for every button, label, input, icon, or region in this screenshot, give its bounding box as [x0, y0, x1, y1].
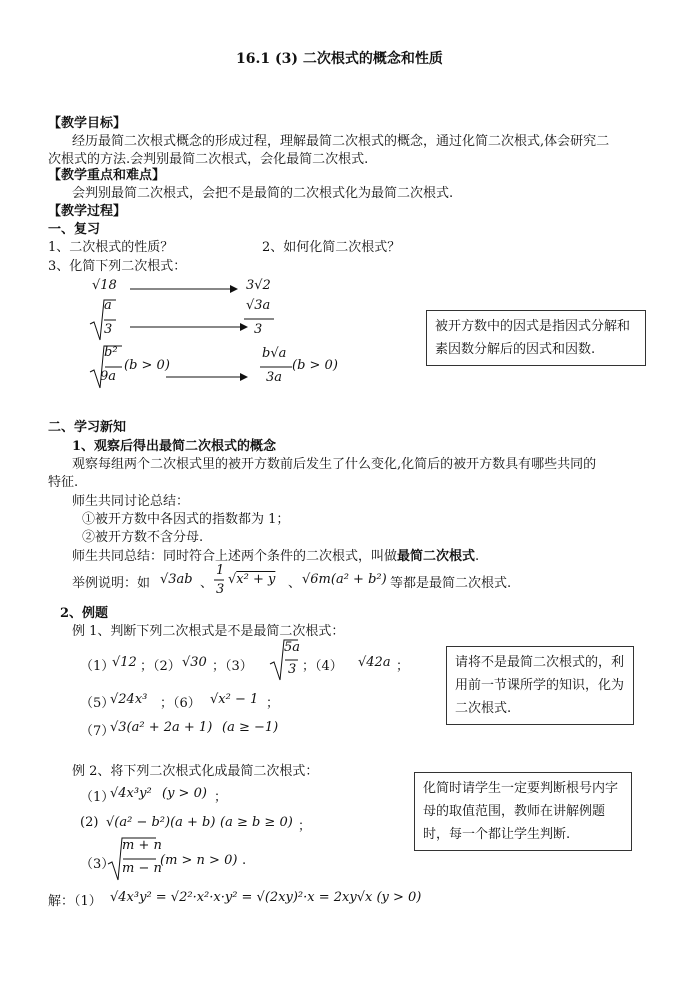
review-q2: 2、如何化简二次根式？: [262, 240, 401, 255]
ex2-right-num: √3a: [246, 298, 271, 313]
example-b-coef-den: 3: [216, 582, 225, 597]
ex2-item-1-cond: (y > 0): [162, 786, 207, 801]
ex1-item-4-label: ；（4）: [302, 659, 343, 674]
ex2-item-1-end: ；: [214, 790, 228, 805]
arrow-1: [130, 284, 240, 294]
ex1-item-3-num: 5a: [284, 640, 301, 655]
review-q3: 3、化简下列二次根式：: [48, 259, 187, 274]
ex2-item-2-cond: (a ≥ b ≥ 0): [220, 815, 293, 830]
example-b-coef-num: 1: [216, 563, 225, 578]
summary-end: .: [475, 549, 480, 564]
example-sep-2: 、: [288, 576, 302, 591]
ex3-left-cond: (b > 0): [124, 358, 170, 373]
ex2-item-3-den: m − n: [122, 861, 162, 876]
keypoints-line1: 会判别最简二次根式，会把不是最简的二次根式化为最简二次根式.: [72, 186, 454, 201]
ex2-item-3-cond: (m > n > 0): [160, 853, 238, 868]
ex2-item-2-end: ；: [298, 819, 312, 834]
ex1-item-7-cond: (a ≥ −1): [222, 720, 279, 735]
example-b-radical: √x² + y: [228, 572, 276, 587]
ex2-item-3-end: .: [242, 853, 247, 868]
point-2: ②被开方数不含分母.: [82, 530, 204, 545]
example-b-rad: x² + y: [236, 572, 276, 587]
ex3-right-den: 3a: [266, 370, 283, 385]
ex2-note-box: 化简时请学生一定要判断根号内字母的取值范围，教师在讲解例题时，每一个都让学生判断.: [414, 772, 632, 851]
ex3-right-fraction-bar: [260, 366, 294, 368]
goals-line2: 次根式的方法.会判别最简二次根式，会化最简二次根式.: [48, 152, 369, 167]
observe-line2: 特征.: [48, 475, 79, 490]
ex3-right-cond: (b > 0): [292, 358, 338, 373]
ex2-item-2-label: (2): [80, 815, 99, 830]
ex2-item-1: √4x³y²: [110, 786, 152, 801]
ex1-item-1: √12: [112, 655, 137, 670]
example-c: √6m(a² + b²): [302, 572, 387, 587]
ex1-right: 3√2: [246, 278, 271, 293]
ex1-item-6-end: ；: [266, 696, 280, 711]
ex3-right-num: b√a: [262, 346, 287, 361]
example-sep-1: 、: [200, 576, 214, 591]
example-pre: 举例说明：如: [72, 576, 151, 591]
ex2-item-3-label: （3）: [80, 857, 115, 872]
review-note-box: 被开方数中的因式是指因式分解和素因数分解后的因式和因数.: [426, 310, 646, 366]
ex1-item-4: √42a: [358, 655, 391, 670]
ex1-item-4-end: ；: [396, 659, 410, 674]
ex1-item-7: √3(a² + 2a + 1): [110, 720, 213, 735]
ex2-right-den: 3: [254, 322, 263, 337]
example-b-coef-bar: [214, 579, 226, 581]
ex1-item-7-label: （7）: [80, 724, 115, 739]
ex1-item-6: √x² − 1: [210, 692, 259, 707]
ex1-item-3-den: 3: [288, 662, 297, 677]
goals-line1: 经历最简二次根式概念的形成过程，理解最简二次根式的概念，通过化简二次根式,体会研究二: [72, 134, 610, 149]
arrow-2: [130, 322, 250, 332]
ex1-item-3-label: ；（3）: [212, 659, 253, 674]
ex2-right-fraction-bar: [244, 318, 276, 320]
arrow-3: [166, 372, 250, 382]
ex1-item-6-label: ；（6）: [160, 696, 201, 711]
ex3-left-num: b²: [104, 345, 118, 360]
ex2-title: 例 2、将下列二次根式化成最简二次根式：: [72, 764, 319, 779]
point-1: ①被开方数中各因式的指数都为 1；: [82, 512, 290, 527]
review-heading: 一、复习: [48, 222, 101, 237]
example-post: 等都是最简二次根式.: [390, 576, 512, 591]
process-heading: 【教学过程】: [48, 204, 127, 219]
page-title: 16.1 (3) 二次根式的概念和性质: [236, 51, 443, 67]
ex1-left: √18: [92, 278, 117, 293]
new-sub1: 1、观察后得出最简二次根式的概念: [72, 439, 277, 454]
new-heading: 二、学习新知: [48, 420, 127, 435]
summary-term: 最简二次根式: [397, 549, 476, 564]
ex1-item-5-label: （5）: [80, 696, 115, 711]
ex3-left-den: 9a: [100, 369, 117, 384]
ex1-title: 例 1、判断下列二次根式是不是最简二次根式：: [72, 624, 345, 639]
goals-heading: 【教学目标】: [48, 116, 127, 131]
ex2-left-den: 3: [104, 322, 113, 337]
ex1-item-1-label: （1）: [80, 659, 115, 674]
ex1-note-box: 请将不是最简二次根式的，利用前一节课所学的知识，化为二次根式.: [446, 646, 634, 725]
summary-line: [72, 545, 479, 564]
example-a: √3ab: [160, 572, 193, 587]
examples-heading: 2、例题: [60, 606, 109, 621]
solution-1: √4x³y² = √2²·x²·x·y² = √(2xy)²·x = 2xy√x (y > 0): [110, 890, 422, 905]
discuss-line: 师生共同讨论总结：: [72, 494, 190, 509]
ex2-left-num: a: [104, 298, 112, 313]
ex2-left-radical: [88, 298, 118, 342]
ex1-item-2: √30: [182, 655, 207, 670]
keypoints-heading: 【教学重点和难点】: [48, 168, 166, 183]
ex2-item-1-label: （1）: [80, 790, 115, 805]
ex1-item-5: √24x³: [110, 692, 148, 707]
solution-label: 解：（1）: [48, 894, 102, 909]
observe-line1: 观察每组两个二次根式里的被开方数前后发生了什么变化,化简后的被开方数具有哪些共同的: [72, 457, 597, 472]
ex2-item-3-num: m + n: [122, 838, 162, 853]
ex1-item-2-label: ；（2）: [140, 659, 181, 674]
ex2-item-2: √(a² − b²)(a + b): [106, 815, 216, 830]
review-q1: 1、二次根式的性质？: [48, 240, 174, 255]
summary-pre: 师生共同总结：同时符合上述两个条件的二次根式，叫做: [72, 549, 398, 564]
